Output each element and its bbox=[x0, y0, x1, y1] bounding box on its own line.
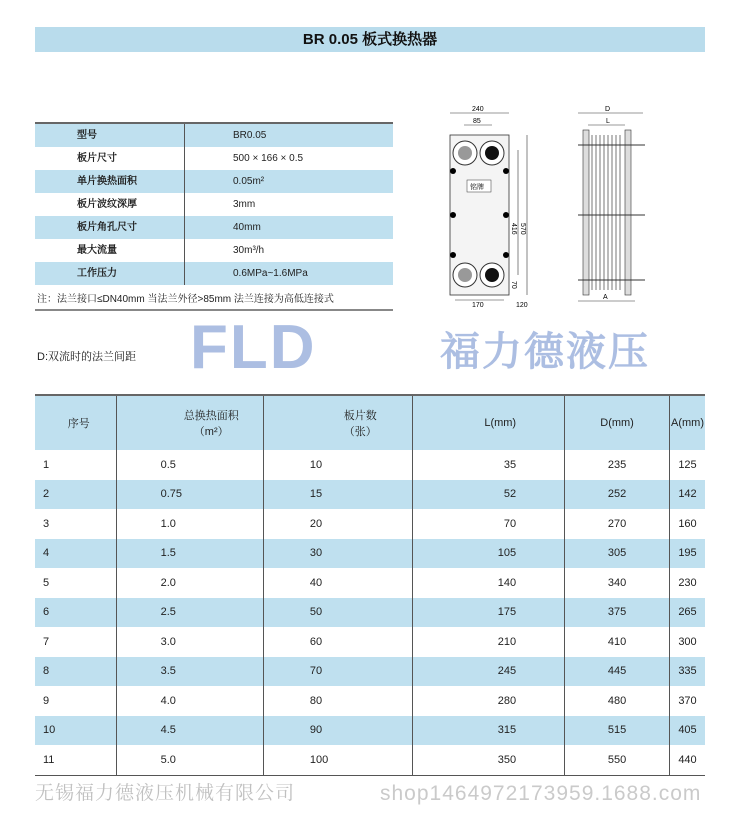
spec-value: 40mm bbox=[233, 222, 261, 233]
table-row bbox=[35, 480, 705, 510]
table-cell: 4.0 bbox=[116, 686, 263, 716]
table-cell: 252 bbox=[565, 480, 670, 510]
svg-text:A: A bbox=[603, 294, 608, 301]
table-cell: 235 bbox=[565, 450, 670, 480]
table-cell: 142 bbox=[670, 480, 706, 510]
spec-row bbox=[35, 239, 393, 262]
svg-text:D: D bbox=[605, 106, 611, 113]
spec-row bbox=[35, 193, 393, 216]
page-title: BR 0.05 板式换热器 bbox=[35, 27, 705, 52]
spec-row bbox=[35, 147, 393, 170]
svg-text:铭牌: 铭牌 bbox=[470, 184, 484, 191]
table-cell: 280 bbox=[412, 686, 564, 716]
table-cell: 0.5 bbox=[116, 450, 263, 480]
table-cell: 105 bbox=[412, 539, 564, 569]
table-row bbox=[35, 627, 705, 657]
table-cell: 370 bbox=[670, 686, 706, 716]
table-cell: 30 bbox=[263, 539, 412, 569]
column-header bbox=[263, 395, 412, 450]
table-cell: 550 bbox=[565, 745, 670, 775]
table-cell: 350 bbox=[412, 745, 564, 775]
front-view-drawing bbox=[420, 105, 530, 310]
divider bbox=[35, 309, 393, 311]
column-header bbox=[116, 395, 263, 450]
spec-row bbox=[35, 170, 393, 193]
column-header bbox=[35, 395, 116, 450]
table-cell: 515 bbox=[565, 716, 670, 746]
watermark-brand: 福力德液压 bbox=[440, 330, 650, 374]
section-subtitle: D:双流时的法兰间距 bbox=[37, 351, 136, 363]
table-row bbox=[35, 745, 705, 775]
watermark-company: 无锡福力德液压机械有限公司 bbox=[35, 783, 296, 804]
table-cell: 445 bbox=[565, 657, 670, 687]
spec-label: 型号 bbox=[35, 124, 185, 147]
table-cell: 50 bbox=[263, 598, 412, 628]
svg-text:120: 120 bbox=[516, 302, 528, 309]
header-unit: （m²） bbox=[193, 426, 229, 438]
spec-value: 30m³/h bbox=[233, 245, 265, 256]
header-text: 序号 bbox=[67, 418, 90, 430]
side-view-drawing bbox=[575, 105, 655, 310]
table-row bbox=[35, 450, 705, 480]
table-cell: 140 bbox=[412, 568, 564, 598]
header-text: 总换热面积 bbox=[183, 410, 239, 422]
header-text: L(mm) bbox=[484, 417, 517, 429]
table-cell: 3.0 bbox=[116, 627, 263, 657]
table-cell: 265 bbox=[670, 598, 706, 628]
table-cell: 480 bbox=[565, 686, 670, 716]
spec-label: 工作压力 bbox=[35, 262, 185, 285]
table-cell: 410 bbox=[565, 627, 670, 657]
table-cell: 90 bbox=[263, 716, 412, 746]
table-row bbox=[35, 509, 705, 539]
table-row bbox=[35, 568, 705, 598]
spec-row bbox=[35, 216, 393, 239]
table-cell: 40 bbox=[263, 568, 412, 598]
table-cell: 6 bbox=[35, 598, 116, 628]
watermark-logo: FLD bbox=[190, 313, 317, 382]
header-unit: （张） bbox=[343, 426, 377, 438]
table-cell: 335 bbox=[670, 657, 706, 687]
table-cell: 5 bbox=[43, 576, 50, 589]
spec-value: 500 × 166 × 0.5 bbox=[233, 153, 304, 164]
spec-value: 0.05m² bbox=[233, 176, 265, 187]
table-cell: 7 bbox=[43, 635, 50, 648]
spec-label: 最大流量 bbox=[35, 239, 185, 262]
spec-label: 单片换热面积 bbox=[35, 170, 185, 193]
table-row bbox=[35, 598, 705, 628]
spec-table bbox=[35, 122, 393, 285]
table-cell: 10 bbox=[263, 450, 412, 480]
table-cell: 0.75 bbox=[116, 480, 263, 510]
table-row bbox=[35, 539, 705, 569]
table-cell: 3 bbox=[43, 517, 50, 530]
table-cell: 35 bbox=[412, 450, 564, 480]
spec-label: 板片角孔尺寸 bbox=[35, 216, 185, 239]
flange-note: 注：法兰接口≤DN40mm 当法兰外径>85mm 法兰连接为高低连接式 bbox=[37, 294, 334, 305]
spec-value: 3mm bbox=[233, 199, 256, 210]
table-cell: 8 bbox=[35, 657, 116, 687]
header-text: D(mm) bbox=[600, 417, 634, 429]
table-cell: 1.5 bbox=[116, 539, 263, 569]
table-cell: 9 bbox=[43, 694, 50, 707]
header-text: 板片数 bbox=[343, 410, 377, 422]
header-text: A(mm) bbox=[671, 417, 704, 429]
table-cell: 1 bbox=[43, 458, 50, 471]
column-header bbox=[412, 395, 564, 450]
svg-text:570: 570 bbox=[519, 223, 526, 235]
svg-text:170: 170 bbox=[472, 302, 484, 309]
table-row bbox=[35, 686, 705, 716]
table-cell: 440 bbox=[670, 745, 706, 775]
table-row bbox=[35, 716, 705, 746]
table-cell: 125 bbox=[670, 450, 706, 480]
table-cell: 210 bbox=[412, 627, 564, 657]
column-header bbox=[670, 395, 706, 450]
table-cell: 230 bbox=[670, 568, 706, 598]
table-cell: 405 bbox=[670, 716, 706, 746]
table-cell: 340 bbox=[565, 568, 670, 598]
table-cell: 270 bbox=[565, 509, 670, 539]
table-cell: 11 bbox=[35, 745, 116, 775]
table-cell: 375 bbox=[565, 598, 670, 628]
svg-text:240: 240 bbox=[472, 106, 484, 113]
svg-text:L: L bbox=[606, 118, 610, 125]
spec-value: 0.6MPa~1.6MPa bbox=[233, 268, 308, 279]
table-cell: 5.0 bbox=[116, 745, 263, 775]
table-cell: 160 bbox=[670, 509, 706, 539]
spec-label: 板片尺寸 bbox=[35, 147, 185, 170]
spec-value: BR0.05 bbox=[233, 130, 267, 141]
table-cell: 245 bbox=[412, 657, 564, 687]
spec-row bbox=[35, 124, 393, 147]
table-cell: 4 bbox=[35, 539, 116, 569]
table-cell: 52 bbox=[412, 480, 564, 510]
svg-text:70: 70 bbox=[510, 281, 517, 289]
table-cell: 10 bbox=[35, 716, 116, 746]
table-cell: 100 bbox=[263, 745, 412, 775]
table-cell: 15 bbox=[263, 480, 412, 510]
table-cell: 70 bbox=[412, 509, 564, 539]
table-cell: 2 bbox=[35, 480, 116, 510]
svg-text:85: 85 bbox=[473, 118, 481, 125]
table-cell: 3.5 bbox=[116, 657, 263, 687]
table-cell: 1.0 bbox=[116, 509, 263, 539]
table-cell: 300 bbox=[670, 627, 706, 657]
spec-label: 板片波纹深厚 bbox=[35, 193, 185, 216]
table-cell: 20 bbox=[263, 509, 412, 539]
table-cell: 305 bbox=[565, 539, 670, 569]
table-cell: 60 bbox=[263, 627, 412, 657]
spec-row bbox=[35, 262, 393, 285]
watermark-url: shop1464972173959.1688.com bbox=[380, 782, 702, 805]
table-row bbox=[35, 657, 705, 687]
table-cell: 80 bbox=[263, 686, 412, 716]
table-cell: 315 bbox=[412, 716, 564, 746]
table-cell: 2.0 bbox=[116, 568, 263, 598]
flange-spacing-table bbox=[35, 394, 705, 776]
column-header bbox=[565, 395, 670, 450]
table-cell: 70 bbox=[263, 657, 412, 687]
table-cell: 2.5 bbox=[116, 598, 263, 628]
table-cell: 4.5 bbox=[116, 716, 263, 746]
svg-text:416: 416 bbox=[510, 223, 517, 235]
table-cell: 195 bbox=[670, 539, 706, 569]
table-cell: 175 bbox=[412, 598, 564, 628]
